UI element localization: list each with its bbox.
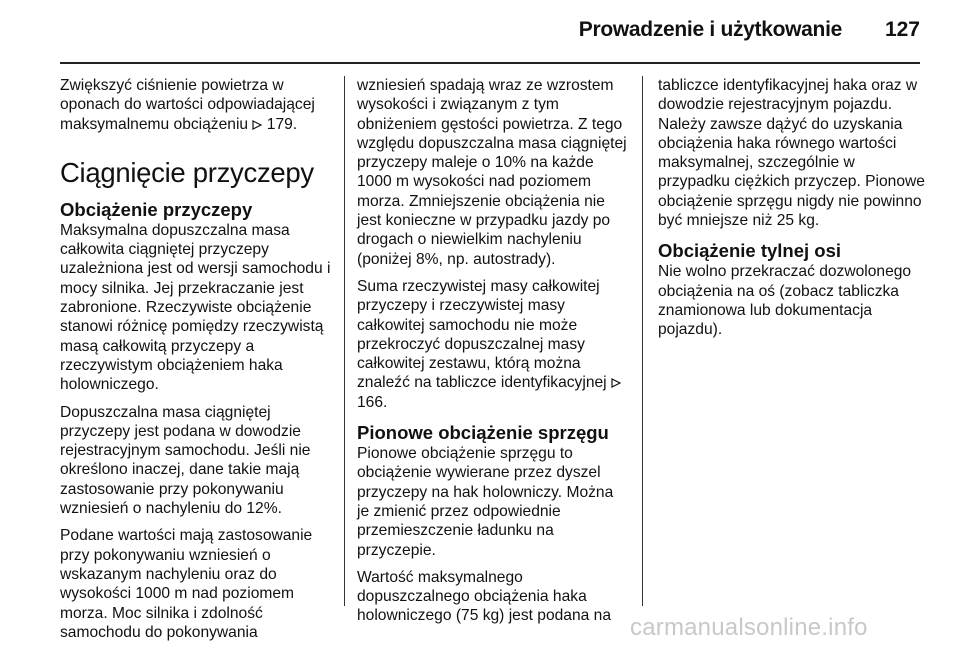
paragraph: Nie wolno przekraczać dozwolonego obciążenia na oś (zobacz tabliczka znamionowa lub dokumentacja pojazdu). [658,263,912,339]
watermark: carmanualsonline.info [630,614,868,641]
column-1 [60,76,336,650]
paragraph: tabliczce identyfikacyjnej haka oraz w dowodzie rejestracyjnym pojazdu. Należy zawsze dążyć do uzyskania obciążenia haka równego wartości maksymalnej, szczególnie w przypadku ciężkich przyczep. Pionowe obciążenie sprzęgu nigdy nie powinno być mniejsze niż 25 kg. [658,77,925,230]
paragraph: wzniesień spadają wraz ze wzrostem wysokości i związanym z tym obniżeniem gęstości powietrza. Z tego względu dopuszczalna masa ciągniętej przyczepy maleje o 10% na każde 1000 m wysokości nad poziomem morza. Zmniejszenie obciążenia nie jest konieczne w przypadku jazdy po drogach o niewielkim nachyleniu (poniżej 8%, np. autostrady). [357,77,627,268]
intro-paragraph: Zwiększyć ciśnienie powietrza w oponach do wartości odpowiadającej maksymalnemu obciążeniu 179. [60,77,315,133]
page-reference-link[interactable]: 166. [357,393,388,411]
page-reference-link[interactable]: 179. [266,115,298,133]
header-divider [60,62,920,64]
paragraph: Wartość maksymalnego dopuszczalnego obciążenia haka holowniczego (75 kg) jest podana na [357,568,611,625]
paragraph: Suma rzeczywistej masy całkowitej przyczepy i rzeczywistej masy całkowitej samochodu nie może przekroczyć dopuszczalnej masy całkowitej zestawu, którą można znaleźć na tabliczce identyfikacyjnej 166. [357,277,629,412]
paragraph: Podane wartości mają zastosowanie przy pokonywaniu wzniesień o wskazanym nachyleniu oraz do wysokości 1000 m nad poziomem morza. Moc silnika i zdolność samochodu do pokonywania [60,527,313,641]
column-2 [357,76,629,634]
page-header-title: Prowadzenie i użytkowanie [578,18,842,41]
page-reference-icon[interactable] [611,374,621,384]
paragraph: Pionowe obciążenie sprzęgu to obciążenie wywierane przez dyszel przyczepy na hak holowniczy. Można je zmienić przez odpowiednie przemieszczenie ładunku na przyczepie. [357,445,614,559]
column-divider [344,76,345,606]
column-divider [642,76,643,606]
subheading-rear-axle-load: Obciążenie tylnej osi [658,240,842,262]
paragraph: Dopuszczalna masa ciągniętej przyczepy jest podana w dowodzie rejestracyjnym samochodu. Jeśli nie określono inaczej, dane takie mają zastosowanie przy pokonywaniu wzniesień o nachyleniu do 12%. [60,403,311,518]
page-reference-icon[interactable] [252,116,262,126]
paragraph: Maksymalna dopuszczalna masa całkowita ciągniętej przyczepy uzależniona jest od wersji samochodu i mocy silnika. Jej przekraczanie jest zabronione. Rzeczywiste obciążenie stanowi różnicę pomiędzy rzeczywistą masą całkowitą przyczepy a rzeczywistym obciążeniem haka holowniczego. [60,221,331,394]
section-title: Ciągnięcie przyczepy [60,156,314,188]
page-number: 127 [884,18,920,41]
subheading-coupling-load: Pionowe obciążenie sprzęgu [357,422,609,444]
column-3 [658,76,930,348]
subheading-trailer-load: Obciążenie przyczepy [60,198,253,220]
